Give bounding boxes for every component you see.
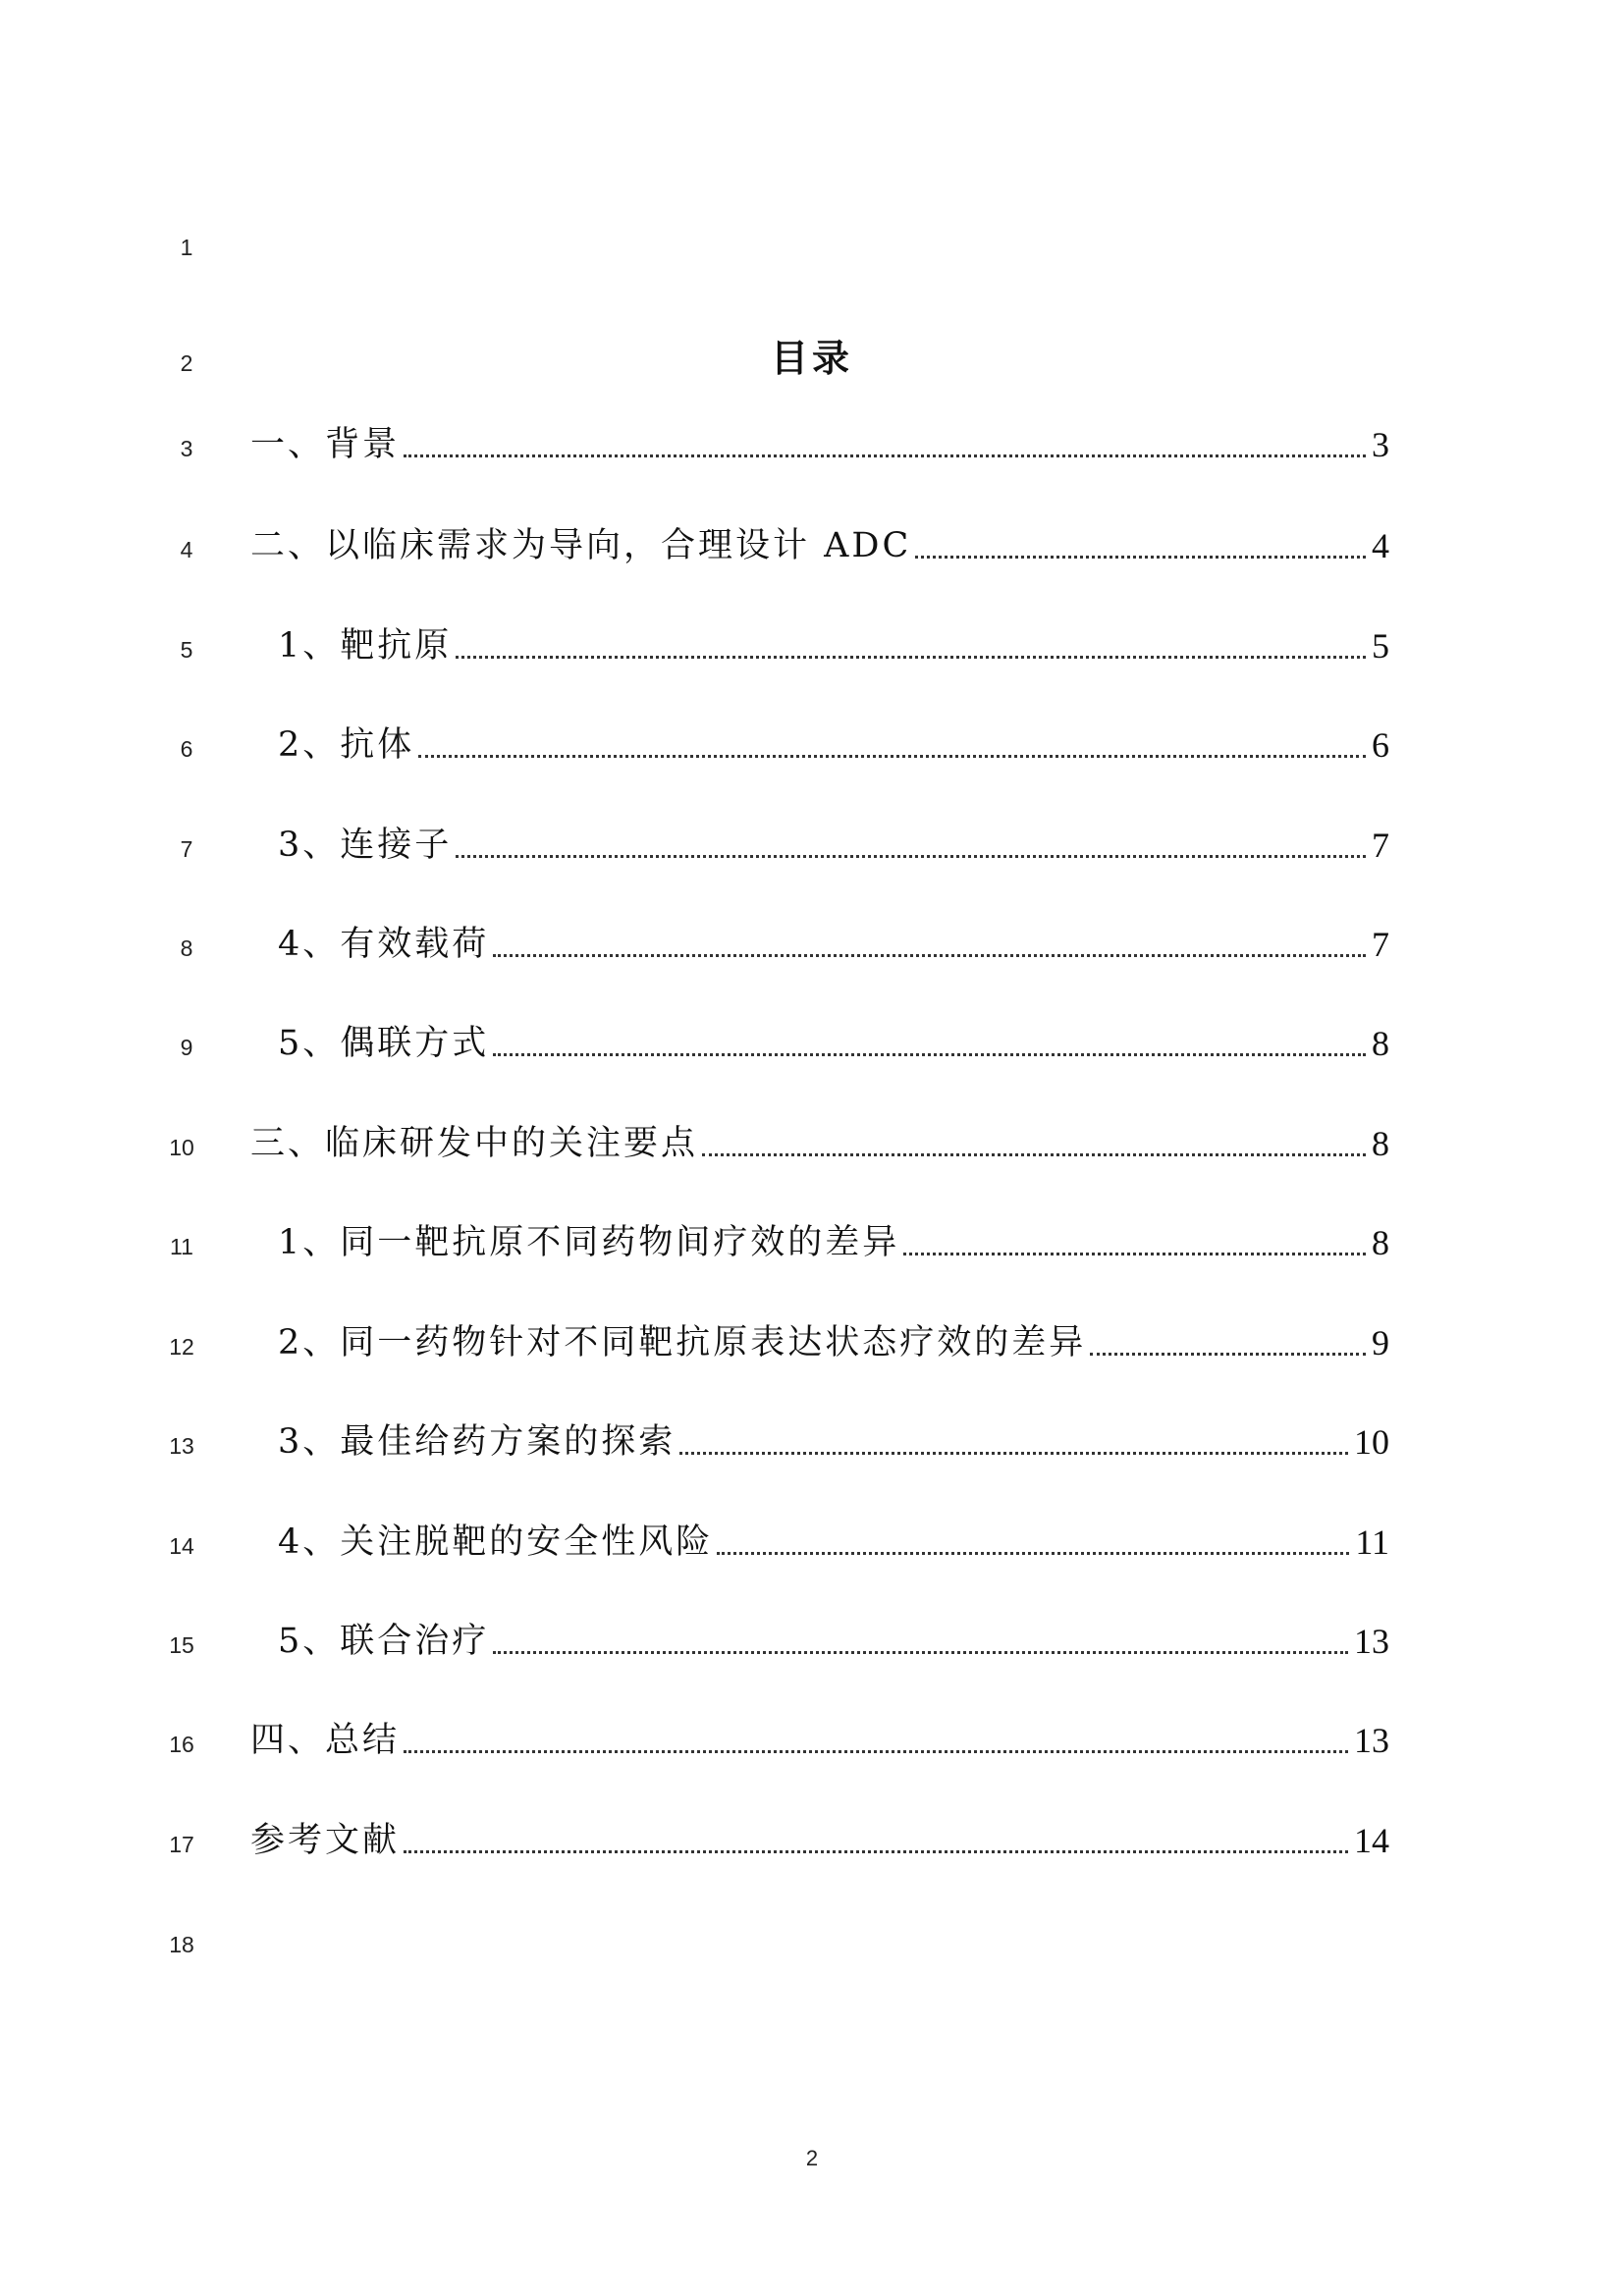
line-number: 2 bbox=[180, 350, 193, 376]
toc-leader-dots bbox=[679, 1417, 1348, 1467]
toc-entry[interactable] bbox=[278, 1218, 1389, 1267]
toc-entry-page: 11 bbox=[1355, 1522, 1389, 1562]
line-number: 3 bbox=[180, 436, 193, 461]
toc-entry[interactable] bbox=[250, 420, 1389, 469]
toc-entry-label: 参考文献 bbox=[250, 1816, 404, 1865]
toc-entry-label: 4、有效载荷 bbox=[278, 920, 493, 969]
toc-entry-page: 3 bbox=[1372, 425, 1389, 464]
line-number: 12 bbox=[169, 1334, 194, 1360]
toc-entry[interactable] bbox=[278, 1019, 1389, 1068]
toc-entry-page: 8 bbox=[1372, 1024, 1389, 1063]
line-number: 10 bbox=[169, 1135, 194, 1160]
toc-entry-page: 9 bbox=[1372, 1323, 1389, 1362]
toc-entry[interactable] bbox=[278, 721, 1389, 770]
line-number: 15 bbox=[169, 1632, 194, 1658]
line-number: 7 bbox=[180, 836, 193, 862]
line-number: 18 bbox=[169, 1932, 194, 1957]
toc-entry[interactable] bbox=[278, 1617, 1389, 1666]
toc-entry[interactable] bbox=[278, 621, 1389, 670]
line-number: 11 bbox=[170, 1234, 193, 1259]
toc-entry-label: 一、背景 bbox=[250, 420, 404, 469]
toc-entry[interactable] bbox=[250, 1119, 1389, 1168]
toc-leader-dots bbox=[404, 420, 1366, 469]
toc-entry-label: 1、靶抗原 bbox=[278, 621, 456, 670]
toc-entry[interactable] bbox=[250, 521, 1389, 570]
toc-leader-dots bbox=[404, 1716, 1348, 1765]
toc-entry-label: 3、最佳给药方案的探索 bbox=[278, 1417, 679, 1467]
toc-entry[interactable] bbox=[250, 1716, 1389, 1765]
toc-leader-dots bbox=[915, 521, 1366, 570]
toc-leader-dots bbox=[404, 1816, 1348, 1865]
line-number: 9 bbox=[180, 1035, 193, 1060]
toc-leader-dots bbox=[702, 1119, 1366, 1168]
toc-entry-label: 四、总结 bbox=[250, 1716, 404, 1765]
page-number: 2 bbox=[805, 2146, 819, 2170]
toc-entry-page: 8 bbox=[1372, 1223, 1389, 1262]
toc-entry-label: 3、连接子 bbox=[278, 821, 456, 870]
toc-leader-dots bbox=[418, 721, 1366, 770]
line-number: 16 bbox=[169, 1732, 194, 1757]
toc-leader-dots bbox=[717, 1518, 1349, 1567]
toc-entry-label: 2、同一药物针对不同靶抗原表达状态疗效的差异 bbox=[278, 1318, 1090, 1367]
toc-entry[interactable] bbox=[278, 1417, 1389, 1467]
toc-entry-page: 7 bbox=[1372, 925, 1389, 964]
toc-entry[interactable] bbox=[278, 920, 1389, 969]
toc-leader-dots bbox=[493, 1617, 1348, 1666]
toc-entry[interactable] bbox=[278, 1318, 1389, 1367]
toc-entry-label: 2、抗体 bbox=[278, 721, 418, 770]
toc-entry-page: 5 bbox=[1372, 626, 1389, 666]
toc-entry-page: 6 bbox=[1372, 725, 1389, 765]
toc-entry-page: 4 bbox=[1372, 526, 1389, 565]
line-number: 1 bbox=[180, 235, 193, 260]
line-number: 4 bbox=[180, 537, 193, 562]
toc-leader-dots bbox=[493, 1019, 1366, 1068]
toc-entry-page: 7 bbox=[1372, 826, 1389, 865]
toc-entry-label: 4、关注脱靶的安全性风险 bbox=[278, 1518, 717, 1567]
toc-entry-label: 5、偶联方式 bbox=[278, 1019, 493, 1068]
line-number: 13 bbox=[169, 1433, 194, 1459]
toc-leader-dots bbox=[1090, 1318, 1366, 1367]
line-number: 8 bbox=[180, 935, 193, 961]
toc-entry-page: 14 bbox=[1354, 1821, 1389, 1860]
toc-leader-dots bbox=[456, 821, 1366, 870]
toc-leader-dots bbox=[456, 621, 1366, 670]
line-number: 17 bbox=[169, 1832, 194, 1857]
toc-entry-page: 10 bbox=[1354, 1422, 1389, 1462]
toc-entry-label: 1、同一靶抗原不同药物间疗效的差异 bbox=[278, 1218, 903, 1267]
toc-entry-page: 13 bbox=[1354, 1721, 1389, 1760]
toc-leader-dots bbox=[493, 920, 1366, 969]
toc-entry[interactable] bbox=[250, 1816, 1389, 1865]
line-number: 6 bbox=[180, 736, 193, 762]
toc-leader-dots bbox=[903, 1218, 1366, 1267]
toc-entry[interactable] bbox=[278, 1518, 1389, 1567]
toc-entry[interactable] bbox=[278, 821, 1389, 870]
toc-entry-label: 三、临床研发中的关注要点 bbox=[250, 1119, 702, 1168]
toc-entry-label: 二、以临床需求为导向，合理设计 ADC bbox=[250, 521, 915, 570]
toc-entry-label: 5、联合治疗 bbox=[278, 1617, 493, 1666]
line-number: 14 bbox=[169, 1533, 194, 1559]
toc-entry-page: 13 bbox=[1354, 1622, 1389, 1661]
line-number: 5 bbox=[180, 637, 193, 663]
toc-entry-page: 8 bbox=[1372, 1124, 1389, 1163]
page-title: 目录 bbox=[770, 337, 853, 380]
